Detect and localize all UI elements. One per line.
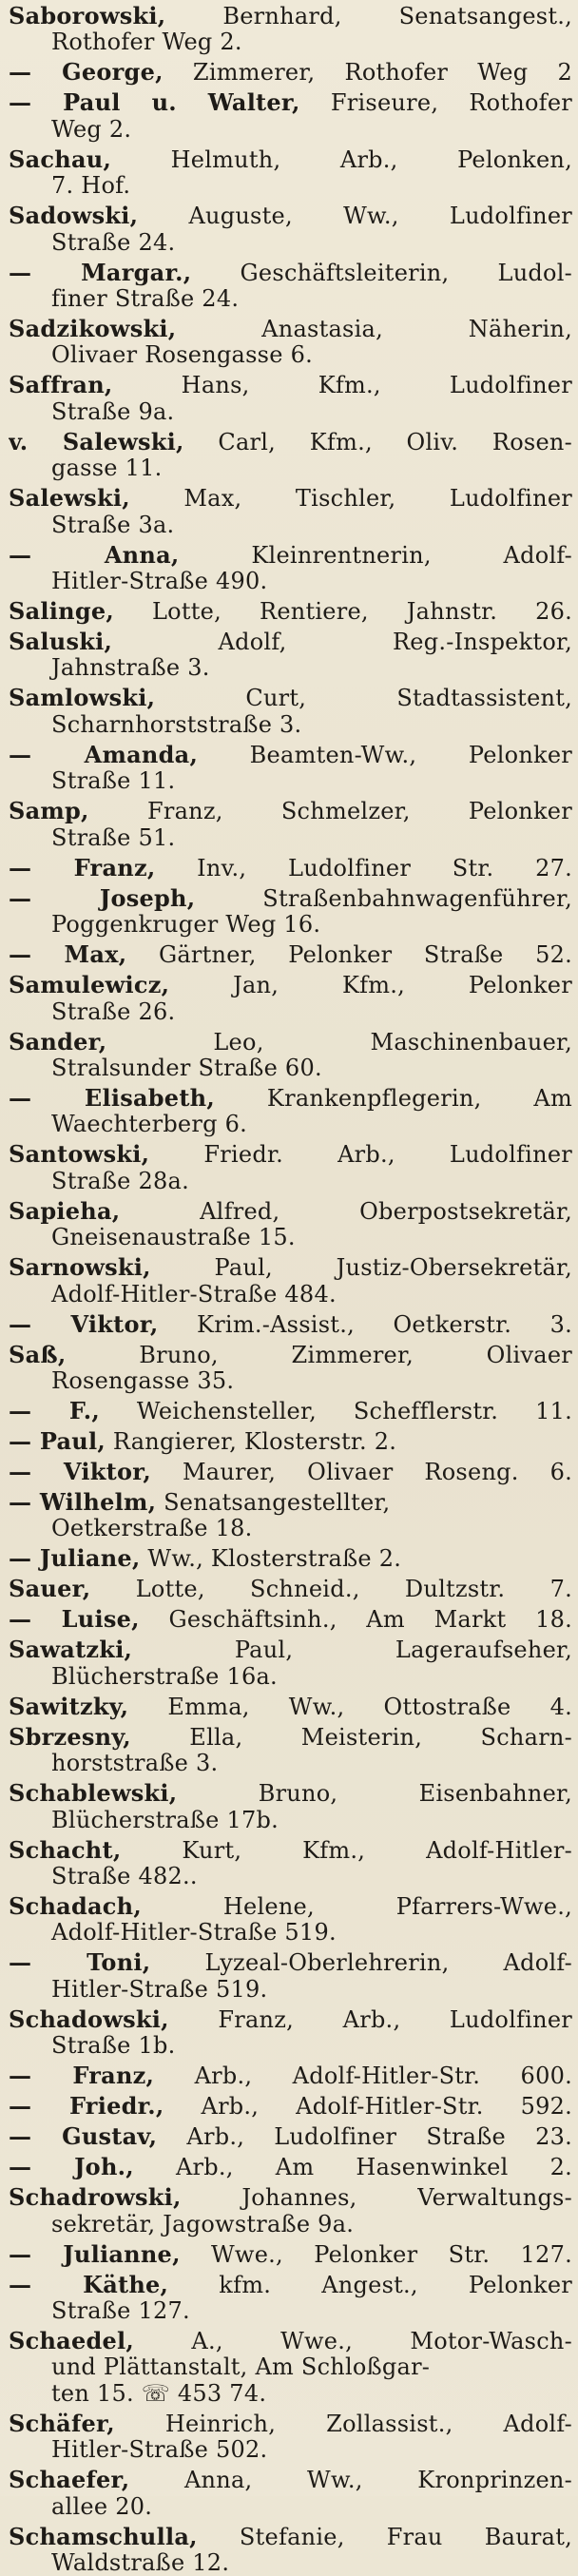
entry-details: Anastasia, Näherin,	[261, 316, 572, 343]
entry-first-line	[9, 1085, 572, 1112]
entry-continuation-line	[9, 1169, 572, 1194]
entry-surname: Sbrzesny,	[9, 1723, 131, 1751]
directory-entry	[9, 1029, 572, 1082]
directory-entry	[9, 485, 572, 538]
entry-continuation-line	[9, 2550, 572, 2576]
directory-entry	[9, 1489, 572, 1542]
entry-details: kfm. Angest., Pelonker	[219, 2271, 572, 2298]
entry-first-line	[9, 685, 572, 711]
entry-details: Poggenkruger Weg 16.	[51, 912, 321, 939]
entry-surname: — Anna,	[9, 541, 180, 569]
directory-entry	[9, 798, 572, 851]
entry-details: Arb., Am Hasenwinkel 2.	[175, 2154, 572, 2181]
entry-first-line	[9, 2467, 572, 2493]
entry-continuation-line	[9, 513, 572, 538]
entry-details: Hitler-Straße 519.	[51, 1976, 268, 2003]
directory-entry	[9, 260, 572, 313]
entry-continuation-line	[9, 1808, 572, 1833]
entry-details: Helmuth, Arb., Pelonken,	[170, 145, 572, 173]
directory-entry	[9, 941, 572, 968]
entry-first-line	[9, 2093, 572, 2120]
entry-details: Helene, Pfarrers-Wwe.,	[222, 1892, 572, 1920]
entry-surname: Sachau,	[9, 145, 112, 173]
entry-surname: — Elisabeth,	[9, 1084, 215, 1112]
entry-details: Heinrich, Zollassist., Adolf-	[164, 2410, 572, 2437]
entry-surname: — Wilhelm,	[9, 1488, 157, 1516]
entry-surname: — Franz,	[9, 854, 156, 881]
entry-surname: Schadowski,	[9, 2005, 169, 2033]
entry-surname: — Joseph,	[9, 884, 196, 912]
entry-details: Friedr. Arb., Ludolfiner	[203, 1141, 572, 1169]
entry-continuation-line	[9, 1516, 572, 1541]
entry-details: Straße 1b.	[51, 2033, 176, 2060]
entry-details: Paul, Lageraufseher,	[234, 1637, 572, 1664]
entry-surname: Saluski,	[9, 629, 113, 656]
entry-continuation-line	[9, 1751, 572, 1776]
entry-details: Lotte, Rentiere, Jahnstr. 26.	[151, 598, 572, 626]
entry-surname: — Paul,	[9, 1427, 106, 1455]
entry-details: Straße 3a.	[51, 512, 175, 538]
entry-surname: — Franz,	[9, 2063, 155, 2090]
directory-entry	[9, 1949, 572, 2003]
entry-details: Hans, Kfm., Ludolfiner	[181, 372, 572, 399]
directory-entry	[9, 972, 572, 1025]
entry-details: ten 15. ☏ 453 74.	[51, 2380, 267, 2407]
entry-continuation-line	[9, 2298, 572, 2324]
entry-details: Weichensteller, Schefflerstr. 11.	[136, 1397, 572, 1424]
entry-details: Gärtner, Pelonker Straße 52.	[158, 941, 572, 969]
entry-surname: Salewski,	[9, 485, 130, 513]
entry-first-line	[9, 3, 572, 29]
entry-surname: Sarnowski,	[9, 1254, 151, 1282]
directory-entry	[9, 2241, 572, 2268]
directory-entry	[9, 2154, 572, 2180]
directory-entry	[9, 3, 572, 56]
entry-first-line	[9, 372, 572, 398]
directory-entry	[9, 629, 572, 682]
entry-details: Ella, Meisterin, Scharn-	[189, 1723, 572, 1751]
entry-first-line	[9, 260, 572, 286]
entry-details: Leo, Maschinenbauer,	[213, 1028, 572, 1056]
entry-details: Bruno, Eisenbahner,	[258, 1780, 572, 1808]
entry-surname: — Margar.,	[9, 259, 192, 286]
entry-surname: Sander,	[9, 1028, 107, 1056]
entry-details: Oetkerstraße 18.	[51, 1516, 253, 1542]
entry-details: Alfred, Oberpostsekretär,	[200, 1197, 572, 1225]
entry-first-line	[9, 798, 572, 824]
directory-entry	[9, 1724, 572, 1777]
entry-first-line	[9, 1342, 572, 1368]
entry-details: Hitler-Straße 490.	[51, 569, 268, 595]
entry-continuation-line	[9, 2494, 572, 2520]
entry-surname: Schamschulla,	[9, 2523, 198, 2550]
entry-continuation-line	[9, 1368, 572, 1394]
entry-first-line	[9, 2411, 572, 2437]
entry-details: Ww., Klosterstraße 2.	[147, 1545, 402, 1573]
entry-details: und Plättanstalt, Am Schloßgar-	[51, 2354, 431, 2381]
entry-details: Anna, Ww., Kronprinzen-	[183, 2467, 572, 2494]
entry-first-line	[9, 1837, 572, 1864]
directory-entry	[9, 59, 572, 86]
entry-details: Waechterberg 6.	[51, 1112, 247, 1138]
directory-entry	[9, 2467, 572, 2520]
directory-entry	[9, 146, 572, 200]
directory-entry	[9, 1576, 572, 1602]
entry-surname: — Viktor,	[9, 1310, 159, 1338]
entry-continuation-line	[9, 342, 572, 368]
entry-details: Straße 9a.	[51, 398, 175, 425]
entry-first-line	[9, 1780, 572, 1807]
directory-entry	[9, 1606, 572, 1633]
entry-continuation-line	[9, 569, 572, 594]
entry-details: Krankenpflegerin, Am	[266, 1084, 572, 1112]
entry-surname: — Amanda,	[9, 741, 199, 768]
entry-details: Olivaer Rosengasse 6.	[51, 342, 313, 369]
entry-continuation-line	[9, 1282, 572, 1307]
entry-details: Lotte, Schneid., Dultzstr. 7.	[135, 1576, 572, 1603]
directory-entry	[9, 1694, 572, 1720]
entry-details: Arb., Ludolfiner Straße 23.	[186, 2123, 572, 2151]
entry-continuation-line	[9, 230, 572, 256]
entry-surname: Schadach,	[9, 1892, 142, 1920]
entry-details: Straße 24.	[51, 229, 176, 256]
entry-details: Franz, Arb., Ludolfiner	[218, 2005, 572, 2033]
directory-entry	[9, 1893, 572, 1947]
entry-details: Arb., Adolf-Hitler-Str. 600.	[194, 2063, 572, 2090]
directory-entry	[9, 89, 572, 143]
entry-details: Arb., Adolf-Hitler-Str. 592.	[201, 2093, 572, 2121]
entry-details: Kurt, Kfm., Adolf-Hitler-	[182, 1836, 572, 1864]
entry-continuation-line	[9, 2354, 572, 2380]
entry-details: Straße 51.	[51, 824, 176, 851]
entry-continuation-line	[9, 2212, 572, 2237]
entry-surname: — Paul u. Walter,	[9, 89, 300, 117]
entry-surname: Sawatzki,	[9, 1637, 133, 1664]
entry-surname: — Julianne,	[9, 2240, 181, 2268]
directory-entry	[9, 855, 572, 881]
entry-surname: — Max,	[9, 941, 127, 969]
directory-entry	[9, 685, 572, 738]
entry-surname: Santowski,	[9, 1141, 150, 1169]
entry-details: Rothofer Weg 2.	[51, 29, 242, 56]
entry-details: Straßenbahnwagenführer,	[262, 884, 572, 912]
entry-first-line	[9, 2524, 572, 2550]
entry-first-line	[9, 203, 572, 229]
directory-entry	[9, 1780, 572, 1833]
directory-entry	[9, 2524, 572, 2576]
entry-details: Jahnstraße 3.	[51, 655, 210, 682]
directory-entry	[9, 2184, 572, 2237]
entry-details: Beamten-Ww., Pelonker	[249, 741, 572, 768]
entry-first-line	[9, 1637, 572, 1663]
entry-surname: Sadowski,	[9, 203, 139, 230]
entry-first-line	[9, 2272, 572, 2298]
entry-first-line	[9, 1545, 572, 1572]
entry-surname: Salinge,	[9, 598, 114, 626]
entry-first-line	[9, 1893, 572, 1920]
entry-details: horststraße 3.	[51, 1751, 219, 1777]
entry-continuation-line	[9, 1056, 572, 1081]
entry-surname: — George,	[9, 59, 164, 87]
entry-details: Geschäftsleiterin, Ludol-	[240, 259, 572, 286]
entry-details: Auguste, Ww., Ludolfiner	[188, 203, 572, 230]
directory-entry	[9, 2123, 572, 2150]
directory-entry	[9, 1459, 572, 1485]
entry-continuation-line	[9, 29, 572, 55]
entry-details: 7. Hof.	[51, 173, 131, 200]
entry-details: Paul, Justiz-Obersekretär,	[214, 1254, 572, 1282]
directory-entry	[9, 598, 572, 625]
directory-entry	[9, 1342, 572, 1395]
entry-continuation-line	[9, 768, 572, 794]
entry-details: gasse 11.	[51, 455, 163, 482]
entry-surname: — Käthe,	[9, 2271, 169, 2298]
entry-details: Adolf, Reg.-Inspektor,	[218, 629, 572, 656]
directory-entry	[9, 1398, 572, 1424]
entry-details: Bernhard, Senatsangest.,	[222, 3, 572, 29]
entry-first-line	[9, 1141, 572, 1168]
entry-first-line	[9, 629, 572, 655]
entry-details: Adolf-Hitler-Straße 484.	[51, 1281, 337, 1307]
entry-first-line	[9, 1694, 572, 1720]
entry-first-line	[9, 2154, 572, 2180]
entry-details: Blücherstraße 17b.	[51, 1807, 279, 1833]
entry-first-line	[9, 742, 572, 768]
entry-details: Bruno, Zimmerer, Olivaer	[139, 1341, 572, 1368]
entry-details: Curt, Stadtassistent,	[245, 685, 572, 712]
entry-details: Emma, Ww., Ottostraße 4.	[167, 1693, 572, 1720]
directory-entry	[9, 2411, 572, 2464]
entry-details: Johannes, Verwaltungs-	[241, 2184, 572, 2212]
entry-surname: Samlowski,	[9, 685, 156, 712]
entry-continuation-line	[9, 399, 572, 425]
entry-details: Stefanie, Frau Baurat,	[239, 2523, 572, 2550]
entry-first-line	[9, 885, 572, 912]
entry-details: Adolf-Hitler-Straße 519.	[51, 1920, 337, 1947]
entry-surname: — Juliane,	[9, 1545, 141, 1573]
entry-details: Lyzeal-Oberlehrerin, Adolf-	[204, 1949, 572, 1977]
entry-first-line	[9, 1398, 572, 1424]
entry-continuation-line	[9, 1112, 572, 1137]
entry-surname: Sawitzky,	[9, 1693, 129, 1720]
entry-first-line	[9, 89, 572, 116]
entry-details: Straße 127.	[51, 2298, 190, 2324]
entry-first-line	[9, 1949, 572, 1976]
entry-first-line	[9, 1254, 572, 1281]
entry-details: Senatsangestellter,	[164, 1488, 391, 1516]
entry-details: Zimmerer, Rothofer Weg 2	[192, 59, 572, 87]
entry-continuation-line	[9, 2033, 572, 2059]
entry-first-line	[9, 485, 572, 512]
directory-entry	[9, 1198, 572, 1251]
entry-surname: Samulewicz,	[9, 972, 170, 999]
directory-entry	[9, 1254, 572, 1307]
entry-continuation-line	[9, 117, 572, 143]
directory-entry	[9, 2006, 572, 2060]
entry-surname: — Toni,	[9, 1949, 151, 1977]
entry-details: finer Straße 24.	[51, 286, 240, 313]
entry-details: Straße 11.	[51, 768, 176, 795]
entry-surname: — Friedr.,	[9, 2093, 164, 2121]
entry-details: Wwe., Pelonker Str. 127.	[211, 2240, 572, 2268]
directory-entry	[9, 885, 572, 939]
entry-continuation-line	[9, 1864, 572, 1889]
entry-details: Straße 28a.	[51, 1168, 189, 1194]
entry-continuation-line	[9, 1664, 572, 1690]
entry-details: Inv., Ludolfiner Str. 27.	[197, 854, 572, 881]
entry-first-line	[9, 316, 572, 342]
entry-details: Friseure, Rothofer	[330, 89, 572, 117]
directory-entry	[9, 429, 572, 482]
entry-first-line	[9, 1724, 572, 1751]
directory-entry	[9, 2063, 572, 2089]
directory-entry	[9, 1428, 572, 1455]
entry-details: Maurer, Olivaer Roseng. 6.	[182, 1458, 572, 1485]
entry-details: Kleinrentnerin, Adolf-	[251, 541, 572, 569]
entry-continuation-line	[9, 999, 572, 1025]
entry-continuation-line	[9, 2437, 572, 2463]
directory-entry	[9, 2272, 572, 2325]
entry-first-line	[9, 941, 572, 968]
entry-first-line	[9, 429, 572, 455]
entry-first-line	[9, 972, 572, 998]
directory-entry	[9, 1311, 572, 1338]
entry-details: Stralsunder Straße 60.	[51, 1055, 322, 1081]
directory-entry	[9, 742, 572, 795]
entry-surname: — Gustav,	[9, 2123, 158, 2151]
entry-surname: — Joh.,	[9, 2154, 134, 2181]
directory-entry	[9, 372, 572, 425]
entry-details: Max, Tischler, Ludolfiner	[183, 485, 572, 513]
entry-surname: — F.,	[9, 1397, 100, 1424]
entry-details: Rosengasse 35.	[51, 1367, 235, 1394]
entry-details: Weg 2.	[51, 116, 132, 143]
entry-first-line	[9, 1428, 572, 1455]
entry-details: Blücherstraße 16a.	[51, 1663, 278, 1690]
entry-continuation-line	[9, 912, 572, 938]
entry-details: Straße 482..	[51, 1863, 198, 1889]
entry-continuation-line	[9, 2381, 572, 2407]
entry-details: sekretär, Jagowstraße 9a.	[51, 2211, 355, 2237]
entry-first-line	[9, 2063, 572, 2089]
directory-entry	[9, 1837, 572, 1890]
entry-surname: Saß,	[9, 1341, 67, 1368]
entry-details: Straße 26.	[51, 998, 176, 1025]
entry-first-line	[9, 1489, 572, 1516]
directory-entry	[9, 316, 572, 369]
entry-first-line	[9, 2328, 572, 2354]
entry-details: Geschäftsinh., Am Markt 18.	[168, 1606, 572, 1634]
entry-surname: Sapieha,	[9, 1197, 121, 1225]
entry-details: A., Wwe., Motor-Wasch-	[191, 2328, 572, 2354]
entry-surname: — Luise,	[9, 1606, 140, 1634]
entry-surname: Schaefer,	[9, 2467, 130, 2494]
directory-entry	[9, 1141, 572, 1194]
entry-details: Waldstraße 12.	[51, 2550, 230, 2576]
entry-surname: Samp,	[9, 798, 89, 825]
entry-first-line	[9, 59, 572, 86]
entry-continuation-line	[9, 1920, 572, 1946]
entry-surname: Schaedel,	[9, 2328, 134, 2354]
directory-entry	[9, 542, 572, 595]
entry-details: Jan, Kfm., Pelonker	[233, 972, 572, 999]
entry-surname: Saffran,	[9, 372, 113, 399]
entry-details: Krim.-Assist., Oetkerstr. 3.	[197, 1310, 572, 1338]
directory-entry	[9, 1637, 572, 1690]
entry-surname: Sauer,	[9, 1576, 91, 1603]
directory-entry	[9, 203, 572, 256]
entry-first-line	[9, 2123, 572, 2150]
entry-surname: Schablewski,	[9, 1780, 178, 1808]
entry-first-line	[9, 1198, 572, 1225]
entry-details: Gneisenaustraße 15.	[51, 1225, 296, 1251]
entry-details: Carl, Kfm., Oliv. Rosen-	[218, 428, 572, 455]
entry-continuation-line	[9, 1225, 572, 1250]
directory-entry	[9, 1545, 572, 1572]
entry-surname: v. Salewski,	[9, 428, 184, 455]
entry-details: Rangierer, Klosterstr. 2.	[112, 1427, 397, 1455]
entry-first-line	[9, 2184, 572, 2211]
directory-entry	[9, 2328, 572, 2407]
entry-details: allee 20.	[51, 2493, 153, 2520]
entry-first-line	[9, 2241, 572, 2268]
entry-first-line	[9, 1029, 572, 1056]
entry-first-line	[9, 855, 572, 881]
entry-continuation-line	[9, 286, 572, 312]
entry-first-line	[9, 1311, 572, 1338]
entry-surname: Saborowski,	[9, 3, 166, 29]
entry-continuation-line	[9, 825, 572, 851]
directory-entry	[9, 2093, 572, 2120]
directory-entry	[9, 1085, 572, 1138]
entry-surname: Schadrowski,	[9, 2184, 182, 2212]
entry-continuation-line	[9, 173, 572, 199]
entry-details: Hitler-Straße 502.	[51, 2437, 268, 2464]
entry-continuation-line	[9, 1977, 572, 2003]
entry-first-line	[9, 1606, 572, 1633]
entry-first-line	[9, 1576, 572, 1602]
entry-surname: Schäfer,	[9, 2410, 115, 2437]
entry-continuation-line	[9, 455, 572, 481]
entry-surname: Schacht,	[9, 1836, 122, 1864]
entry-first-line	[9, 542, 572, 569]
entry-surname: Sadzikowski,	[9, 316, 177, 343]
entry-continuation-line	[9, 712, 572, 738]
entry-details: Scharnhorststraße 3.	[51, 711, 302, 738]
entry-details: Franz, Schmelzer, Pelonker	[146, 798, 572, 825]
entry-first-line	[9, 146, 572, 173]
entry-continuation-line	[9, 655, 572, 681]
entry-first-line	[9, 1459, 572, 1485]
entry-first-line	[9, 2006, 572, 2033]
entry-first-line	[9, 598, 572, 625]
entry-surname: — Viktor,	[9, 1458, 151, 1485]
